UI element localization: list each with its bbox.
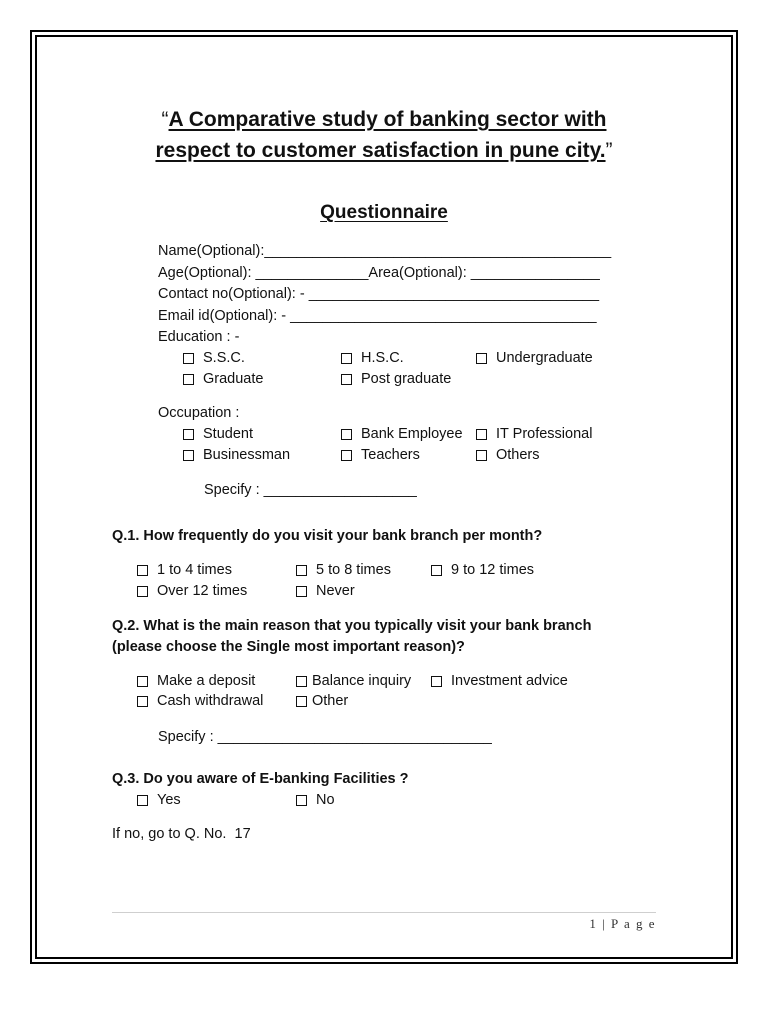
- option-label: No: [316, 792, 335, 808]
- option-label: Over 12 times: [157, 583, 248, 599]
- option-label: Investment advice: [451, 673, 568, 689]
- option-label: Cash withdrawal: [157, 693, 264, 709]
- name-field[interactable]: Name(Optional):___________________________________________: [158, 243, 612, 259]
- checkbox-icon[interactable]: [183, 374, 194, 385]
- q3-skip-note: If no, go to Q. No. 17: [112, 826, 251, 842]
- option-label: Balance inquiry: [312, 673, 412, 689]
- occupation-option-student[interactable]: [183, 424, 253, 444]
- option-label: IT Professional: [496, 426, 593, 442]
- age-area-field[interactable]: Age(Optional): ______________Area(Optional): ________________: [158, 265, 600, 281]
- q1-option-5-to-8[interactable]: [296, 560, 391, 580]
- title-open-quote: “: [161, 108, 169, 131]
- checkbox-icon[interactable]: [341, 353, 352, 364]
- option-label: Teachers: [361, 447, 420, 463]
- option-label: Student: [203, 426, 253, 442]
- education-option-hsc[interactable]: [341, 348, 404, 368]
- option-label: Businessman: [203, 447, 291, 463]
- education-option-graduate[interactable]: [183, 369, 263, 389]
- q2-option-cash-withdrawal[interactable]: [137, 691, 263, 711]
- contact-field[interactable]: Contact no(Optional): - ____________________________________: [158, 286, 600, 302]
- checkbox-icon[interactable]: [183, 429, 194, 440]
- checkbox-icon[interactable]: [296, 696, 307, 707]
- checkbox-icon[interactable]: [137, 795, 148, 806]
- q2-option-balance-inquiry[interactable]: [296, 671, 411, 691]
- option-label: Other: [312, 693, 349, 709]
- page-number: 1 | P a g e: [589, 916, 656, 931]
- occupation-option-teachers[interactable]: [341, 445, 420, 465]
- q1-option-over-12[interactable]: [137, 581, 247, 601]
- document-title: [70, 104, 698, 166]
- q3-option-no[interactable]: [296, 790, 335, 810]
- checkbox-icon[interactable]: [137, 676, 148, 687]
- q1-question: Q.1. How frequently do you visit your bank branch per month?: [112, 528, 543, 544]
- q2-option-make-deposit[interactable]: [137, 671, 255, 691]
- q3-question: Q.3. Do you aware of E-banking Facilities ?: [112, 771, 409, 787]
- checkbox-icon[interactable]: [296, 676, 307, 687]
- occupation-specify-field[interactable]: Specify : ___________________: [204, 482, 417, 498]
- occupation-label: Occupation :: [158, 405, 240, 421]
- questionnaire-heading: Questionnaire: [320, 202, 448, 223]
- option-label: 9 to 12 times: [451, 562, 535, 578]
- checkbox-icon[interactable]: [341, 374, 352, 385]
- option-label: Make a deposit: [157, 673, 256, 689]
- option-label: Yes: [157, 792, 181, 808]
- option-label: Post graduate: [361, 371, 452, 387]
- q1-option-never[interactable]: [296, 581, 355, 601]
- q3-option-yes[interactable]: [137, 790, 181, 810]
- education-label: Education : -: [158, 329, 240, 345]
- occupation-option-others[interactable]: [476, 445, 540, 465]
- q1-option-9-to-12[interactable]: [431, 560, 534, 580]
- option-label: Bank Employee: [361, 426, 463, 442]
- email-field[interactable]: Email id(Optional): - ______________________________________: [158, 308, 597, 324]
- checkbox-icon[interactable]: [137, 586, 148, 597]
- title-close-quote: ”: [605, 139, 613, 162]
- checkbox-icon[interactable]: [296, 565, 307, 576]
- option-label: S.S.C.: [203, 350, 245, 366]
- checkbox-icon[interactable]: [476, 353, 487, 364]
- title-line-2: respect to customer satisfaction in pune city.: [155, 139, 606, 162]
- checkbox-icon[interactable]: [137, 696, 148, 707]
- option-label: Undergraduate: [496, 350, 593, 366]
- checkbox-icon[interactable]: [341, 429, 352, 440]
- q2-specify-field[interactable]: Specify : __________________________________: [158, 729, 492, 745]
- checkbox-icon[interactable]: [183, 353, 194, 364]
- checkbox-icon[interactable]: [476, 429, 487, 440]
- checkbox-icon[interactable]: [296, 586, 307, 597]
- occupation-option-it-professional[interactable]: [476, 424, 592, 444]
- q2-option-investment-advice[interactable]: [431, 671, 568, 691]
- checkbox-icon[interactable]: [476, 450, 487, 461]
- footer-divider: [112, 912, 656, 913]
- option-label: Never: [316, 583, 355, 599]
- option-label: Graduate: [203, 371, 264, 387]
- q2-question-line-2: (please choose the Single most important reason)?: [112, 639, 465, 655]
- checkbox-icon[interactable]: [183, 450, 194, 461]
- education-option-undergraduate[interactable]: [476, 348, 593, 368]
- occupation-option-bank-employee[interactable]: [341, 424, 463, 444]
- education-option-post-graduate[interactable]: [341, 369, 451, 389]
- option-label: 5 to 8 times: [316, 562, 391, 578]
- education-option-ssc[interactable]: [183, 348, 245, 368]
- checkbox-icon[interactable]: [296, 795, 307, 806]
- option-label: Others: [496, 447, 540, 463]
- title-line-1: A Comparative study of banking sector with: [168, 108, 607, 131]
- checkbox-icon[interactable]: [341, 450, 352, 461]
- option-label: 1 to 4 times: [157, 562, 232, 578]
- q1-option-1-to-4[interactable]: [137, 560, 232, 580]
- option-label: H.S.C.: [361, 350, 404, 366]
- q2-option-other[interactable]: [296, 691, 348, 711]
- checkbox-icon[interactable]: [431, 565, 442, 576]
- checkbox-icon[interactable]: [431, 676, 442, 687]
- occupation-option-businessman[interactable]: [183, 445, 290, 465]
- checkbox-icon[interactable]: [137, 565, 148, 576]
- q2-question-line-1: Q.2. What is the main reason that you typically visit your bank branch: [112, 618, 592, 634]
